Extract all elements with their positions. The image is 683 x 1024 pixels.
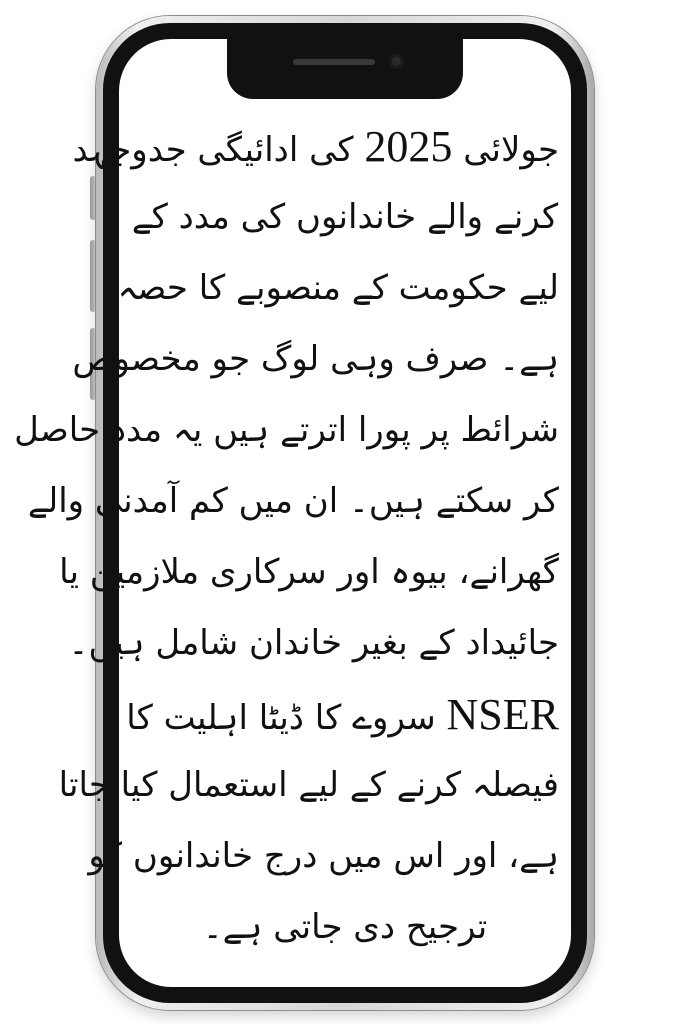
text-line — [59, 537, 559, 608]
camera-icon — [389, 54, 404, 69]
text-segment: فیصلہ کرنے کے لیے استعمال کیا جاتا — [58, 765, 559, 805]
text-segment: سروے کا ڈیٹا اہلیت کا — [126, 698, 447, 738]
article-text — [14, 111, 559, 963]
notch — [227, 39, 463, 99]
text-segment: لیے حکومت کے منصوبے کا حصہ — [117, 268, 559, 308]
text-line — [68, 608, 559, 679]
text-line — [117, 253, 559, 324]
text-line — [88, 821, 559, 892]
text-line — [27, 466, 559, 537]
text-line — [72, 324, 559, 395]
text-line — [72, 111, 559, 182]
text-segment: ہے۔ صرف وہی لوگ جو مخصوص — [72, 339, 559, 379]
text-segment: کرنے والے خاندانوں کی مدد کے — [131, 197, 559, 237]
text-segment: کی ادائیگی جدوجہد — [72, 130, 365, 170]
text-segment: جولائی — [452, 130, 559, 170]
text-segment: شرائط پر پورا اترتے ہیں یہ مدد حاصل — [14, 410, 559, 450]
text-line — [131, 182, 559, 253]
text-segment: جائیداد کے بغیر خاندان شامل ہیں۔ — [68, 623, 559, 663]
phone-bezel — [14, 23, 587, 1003]
year-number: 2025 — [364, 122, 453, 171]
text-line — [131, 892, 559, 963]
text-line — [126, 679, 559, 750]
acronym: NSER — [446, 690, 559, 739]
text-segment: ترجیح دی جاتی ہے۔ — [202, 907, 488, 947]
text-line — [58, 750, 559, 821]
text-segment: ہے، اور اس میں درج خاندانوں کو — [88, 836, 559, 876]
phone-frame — [14, 16, 594, 1010]
speaker-icon — [293, 59, 375, 65]
text-segment: کر سکتے ہیں۔ ان میں کم آمدنی والے — [27, 481, 559, 521]
phone-screen — [14, 39, 571, 987]
text-segment: گھرانے، بیوہ اور سرکاری ملازمین یا — [59, 552, 559, 592]
text-line — [14, 395, 559, 466]
